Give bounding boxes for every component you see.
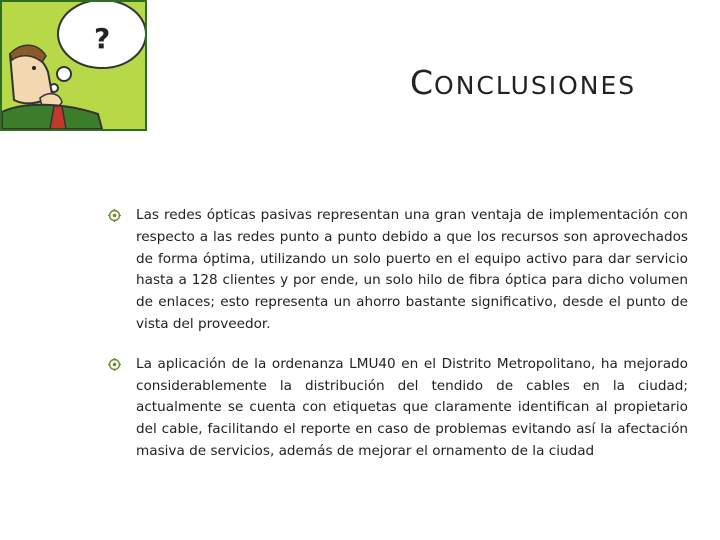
bullet-item [108, 205, 688, 336]
bullet-item [108, 354, 688, 463]
circle-target-bullet-icon [108, 358, 121, 371]
slide-title [410, 63, 636, 102]
bullet-list [108, 205, 688, 481]
slide-title-initial: C [410, 62, 435, 102]
circle-target-bullet-icon [108, 209, 121, 222]
bullet-text: La aplicación de la ordenanza LMU40 en el Distrito Metropolitano, ha mejorado considerablemente la distribución del tendido de cables en la ciudad; actualmente se cuenta con etiquetas que claramente identifican al propietario del cable, facilitando el reporte en caso de problemas evitando así la afectación masiva de servicios, además de mejorar el ornamento de la ciudad [136, 355, 688, 459]
bullet-text: Las redes ópticas pasivas representan una gran ventaja de implementación con respecto a las redes punto a punto debido a que los recursos son aprovechados de forma óptima, utilizando un solo puerto en el equipo activo para dar servicio hasta a 128 clientes y por ende, un solo hilo de fibra óptica para dicho volumen de enlaces; esto representa un ahorro bastante significativo, desde el punto de vista del proveedor. [136, 207, 688, 332]
slide-title-rest: ONCLUSIONES [434, 70, 637, 100]
thinking-man-question-icon [0, 0, 147, 131]
clipart-question-mark: ? [94, 22, 111, 55]
clipart-drawing [2, 2, 145, 129]
